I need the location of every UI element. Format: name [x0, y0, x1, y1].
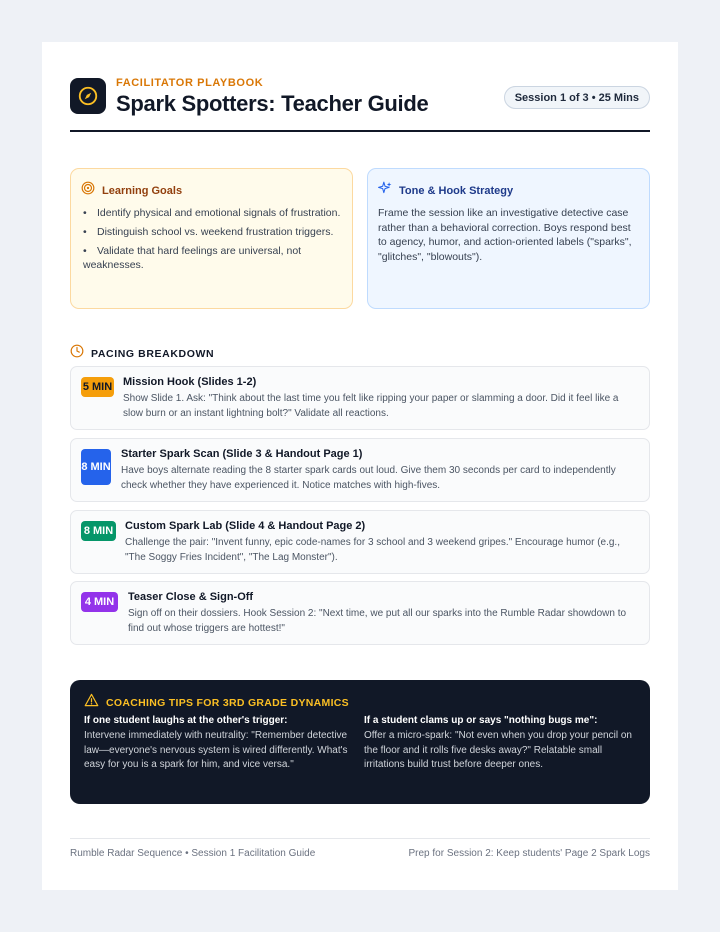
- step-title: Mission Hook (Slides 1-2): [123, 376, 257, 388]
- tone-strategy-title: Tone & Hook Strategy: [399, 184, 514, 197]
- pacing-step: [70, 366, 650, 430]
- list-item: • Validate that hard feelings are universal, not weaknesses.: [83, 245, 302, 271]
- list-item: • Identify physical and emotional signals of frustration.: [83, 207, 341, 219]
- learning-goals-list: [81, 206, 342, 272]
- step-description: Show Slide 1. Ask: "Think about the last time you felt like ripping your paper or slamming a door. Did it feel like a slow burn or an instant lightning bolt?" Validate all reactions.: [123, 393, 619, 419]
- minutes-badge: 5 MIN: [81, 377, 114, 397]
- list-item: • Distinguish school vs. weekend frustration triggers.: [83, 226, 334, 238]
- eyebrow-label: FACILITATOR PLAYBOOK: [116, 77, 264, 89]
- session-badge: Session 1 of 3 • 25 Mins: [504, 86, 650, 109]
- pacing-section-header: [70, 344, 214, 363]
- sparkle-icon: [378, 181, 392, 200]
- footer-left-text: Rumble Radar Sequence • Session 1 Facilitation Guide: [70, 848, 316, 859]
- minutes-badge: 8 MIN: [81, 449, 111, 485]
- footer-divider: [70, 838, 650, 839]
- clock-icon: [70, 344, 84, 363]
- learning-goals-title: Learning Goals: [102, 184, 183, 197]
- compass-icon: [70, 78, 106, 114]
- pacing-step: [70, 438, 650, 502]
- tone-strategy-card: [367, 168, 650, 309]
- document-page: [42, 42, 678, 890]
- tip-question: If one student laughs at the other's trigger:: [84, 715, 288, 726]
- tip-answer: Intervene immediately with neutrality: "Remember detective law—everyone's nervous system is wired differently. What's easy for you is a spark for him, and vice versa.": [84, 730, 348, 770]
- tone-strategy-text: Frame the session like an investigative detective case rather than a behavioral correction. Boys respond best to agency, humor, and action-oriented labels ("sparks", "glitches", "blowouts").: [378, 207, 632, 263]
- tip-answer: Offer a micro-spark: "Not even when you drop your pencil on the floor and it rolls five desks away?" Relatable small irritations build trust before deeper ones.: [364, 730, 632, 770]
- footer-right-text: Prep for Session 2: Keep students' Page 2 Spark Logs: [408, 848, 650, 859]
- tip-question: If a student clams up or says "nothing bugs me":: [364, 715, 598, 726]
- step-description: Challenge the pair: "Invent funny, epic code-names for 3 school and 3 weekend gripes." Encourage humor (e.g., "The Soggy Fries Incident", "The Lag Monster").: [125, 537, 620, 563]
- pacing-title: PACING BREAKDOWN: [91, 347, 215, 360]
- learning-goals-card: [70, 168, 353, 309]
- coaching-tip: [364, 715, 634, 773]
- minutes-badge: 8 MIN: [81, 521, 116, 541]
- target-icon: [81, 181, 95, 200]
- step-description: Sign off on their dossiers. Hook Session 2: "Next time, we put all our sparks into the Rumble Radar showdown to find out whose triggers are hottest!": [128, 608, 627, 634]
- page-title: Spark Spotters: Teacher Guide: [116, 91, 429, 116]
- minutes-badge: 4 MIN: [81, 592, 118, 612]
- coaching-title: COACHING TIPS FOR 3RD GRADE DYNAMICS: [106, 696, 349, 709]
- step-title: Custom Spark Lab (Slide 4 & Handout Page 2): [125, 520, 366, 532]
- coaching-tips-panel: [70, 680, 650, 804]
- header-divider: [70, 130, 650, 132]
- step-title: Starter Spark Scan (Slide 3 & Handout Page 1): [121, 448, 363, 460]
- coaching-tip: [84, 715, 354, 773]
- pacing-step: [70, 510, 650, 574]
- pacing-step: [70, 581, 650, 645]
- warning-icon: [84, 693, 99, 712]
- step-description: Have boys alternate reading the 8 starter spark cards out loud. Give them 30 seconds per card to independently check whether they have experienced it. Notice matches with high-fives.: [121, 465, 616, 491]
- step-title: Teaser Close & Sign-Off: [128, 591, 254, 603]
